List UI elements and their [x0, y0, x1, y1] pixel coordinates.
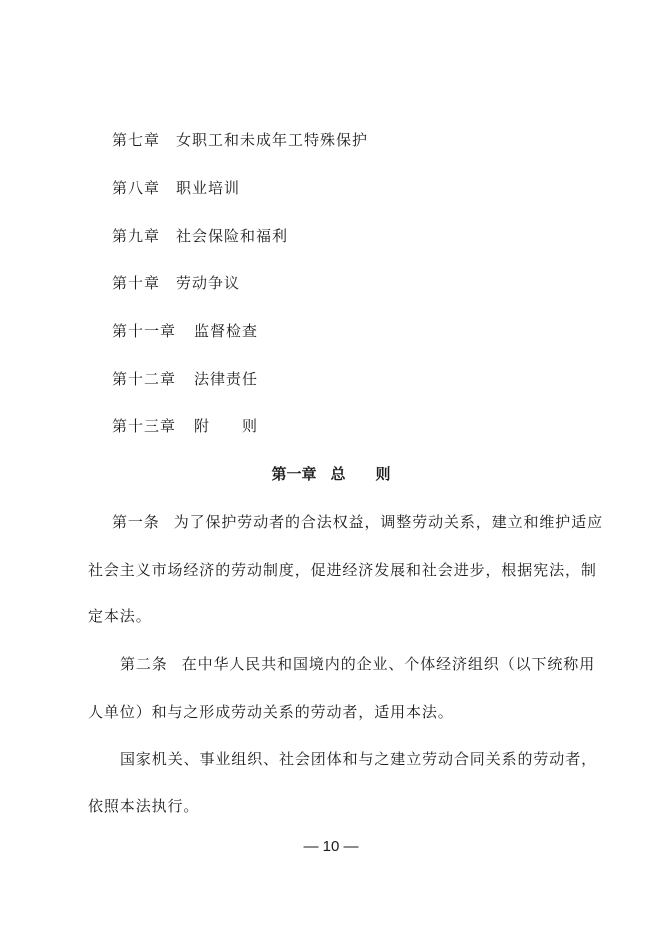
article-1-text: 为了保护劳动者的合法权益，调整劳动关系，建立和维护适应: [173, 513, 604, 531]
toc-chapter-number: 第十一章: [112, 322, 177, 340]
toc-chapter-number: 第十三章: [112, 417, 177, 435]
toc-item-chapter-8: [112, 178, 240, 198]
toc-chapter-title: 劳动争议: [176, 274, 241, 292]
toc-chapter-title: 职业培训: [176, 179, 241, 197]
toc-chapter-number: 第七章: [112, 131, 161, 149]
chapter-number: 第一章: [271, 465, 317, 483]
article-1-line-1: [112, 512, 603, 532]
toc-chapter-title: 法律责任: [194, 370, 259, 388]
toc-chapter-number: 第十章: [112, 274, 161, 292]
toc-chapter-title: 女职工和未成年工特殊保护: [176, 131, 369, 149]
page-number: — 10 —: [303, 838, 359, 855]
toc-chapter-number: 第八章: [112, 179, 161, 197]
chapter-heading: [0, 464, 662, 484]
toc-chapter-number: 第十二章: [112, 370, 177, 388]
article-1-label: 第一条: [112, 513, 160, 531]
toc-item-chapter-13: [112, 416, 258, 436]
article-2-line-1: [120, 654, 595, 674]
toc-chapter-title: 附 则: [194, 417, 259, 435]
toc-item-chapter-12: [112, 369, 258, 389]
article-2-label: 第二条: [120, 655, 168, 673]
article-2-line-2: 人单位）和与之形成劳动关系的劳动者，适用本法。: [88, 703, 454, 721]
article-2-line-3: 国家机关、事业组织、社会团体和与之建立劳动合同关系的劳动者，: [120, 750, 598, 768]
article-2-text: 在中华人民共和国境内的企业、个体经济组织（以下统称用: [181, 655, 596, 673]
toc-chapter-title: 监督检查: [194, 322, 259, 340]
article-2-line-4: 依照本法执行。: [88, 797, 200, 815]
toc-item-chapter-10: [112, 273, 240, 293]
toc-chapter-number: 第九章: [112, 227, 161, 245]
toc-item-chapter-9: [112, 226, 288, 246]
article-1-line-2: 社会主义市场经济的劳动制度，促进经济发展和社会进步，根据宪法，制: [88, 561, 597, 579]
toc-item-chapter-7: [112, 130, 368, 150]
toc-chapter-title: 社会保险和福利: [176, 227, 289, 245]
toc-item-chapter-11: [112, 321, 258, 341]
article-1-line-3: 定本法。: [88, 607, 152, 625]
chapter-title: 总 则: [330, 465, 391, 483]
